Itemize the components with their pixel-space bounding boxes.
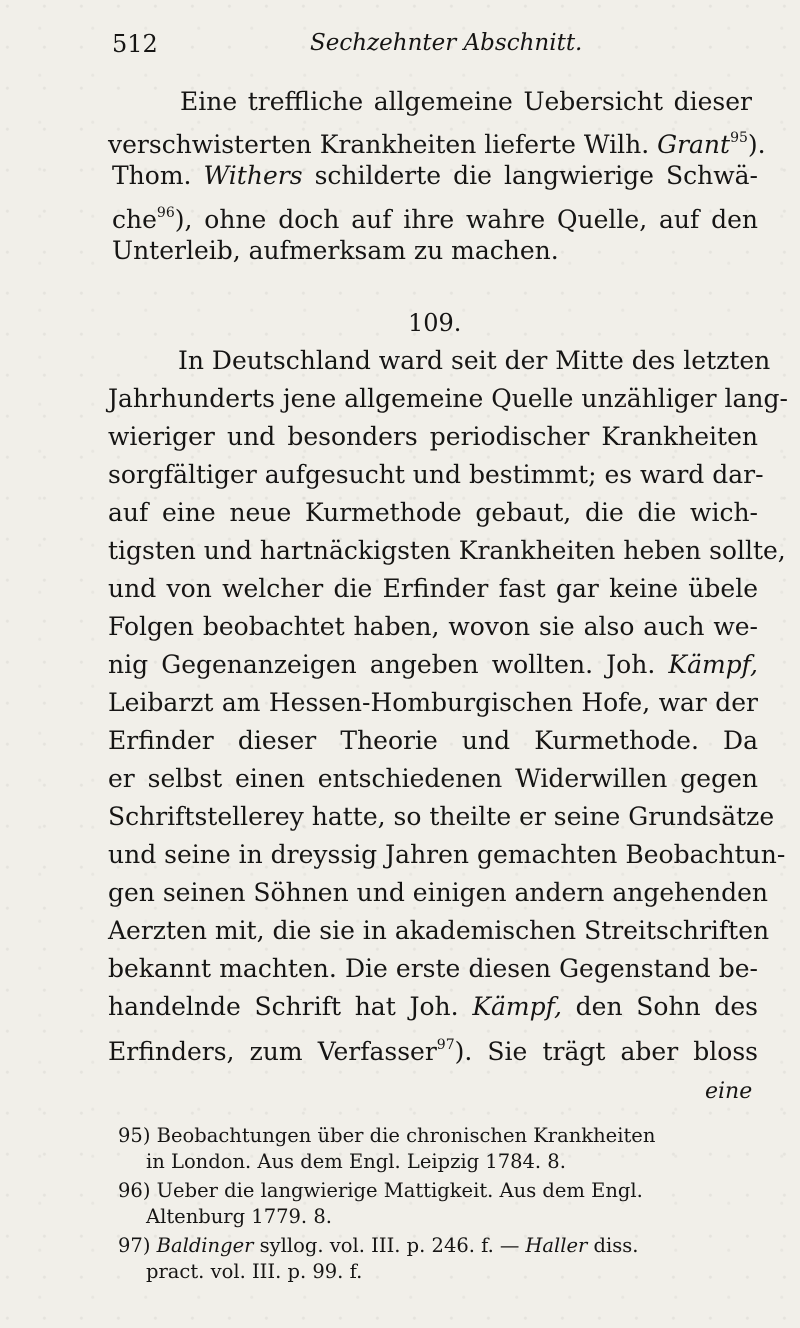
text-line: In Deutschland ward seit der Mitte des letzten [178,346,771,375]
text-line: Leibarzt am Hessen-Homburgischen Hofe, war der [108,688,758,717]
text-line: verschwisterten Krankheiten lieferte Wilh. Grant$^{95}$). [108,130,766,159]
text-line: Folgen beobachtet haben, wovon sie also auch we- [108,612,758,641]
text-line: und von welcher die Erfinder fast gar keine übele [108,574,758,603]
running-title: Sechzehnter Abschnitt. [310,30,583,56]
text-line: Erfinders, zum Verfasser$^{97}$). Sie trägt aber bloss [108,1037,758,1066]
text-line: handelnde Schrift hat Joh. Kämpf, den Sohn des [108,992,758,1021]
section-number: 109. [408,309,462,337]
footnote-96-continuation: Altenburg 1779. 8. [146,1205,332,1228]
text-line: gen seinen Söhnen und einigen andern angehenden [108,878,769,907]
text-line: nig Gegenanzeigen angeben wollten. Joh. Kämpf, [108,650,758,679]
text-line: Aerzten mit, die sie in akademischen Streitschriften [108,916,770,945]
text-line: che$^{96}$), ohne doch auf ihre wahre Quelle, auf den [112,205,758,234]
footnote-97: 97) Baldinger syllog. vol. III. p. 246. f. — Haller diss. [118,1234,639,1257]
text-line: Unterleib, aufmerksam zu machen. [112,236,559,265]
text-line: er selbst einen entschiedenen Widerwillen gegen [108,764,758,793]
footnote-96: 96) Ueber die langwierige Mattigkeit. Aus dem Engl. [118,1179,643,1202]
text-line: Jahrhunderts jene allgemeine Quelle unzähliger lang- [108,384,788,413]
footnote-95-continuation: in London. Aus dem Engl. Leipzig 1784. 8. [146,1150,566,1173]
footnote-97-continuation: pract. vol. III. p. 99. f. [146,1260,363,1283]
text-line: Schriftstellerey hatte, so theilte er seine Grundsätze [108,802,775,831]
text-line: Erfinder dieser Theorie und Kurmethode. Da [108,726,758,755]
text-line: Thom. Withers schilderte die langwierige Schwä- [112,161,758,190]
text-line: auf eine neue Kurmethode gebaut, die die wich- [108,498,758,527]
catchword: eine [705,1079,753,1104]
footnote-95: 95) Beobachtungen über die chronischen Krankheiten [118,1124,656,1147]
text-line: und seine in dreyssig Jahren gemachten Beobachtun- [108,840,786,869]
page-number: 512 [112,30,158,58]
text-line: Eine treffliche allgemeine Uebersicht dieser [180,87,752,116]
text-line: sorgfältiger aufgesucht und bestimmt; es ward dar- [108,460,764,489]
text-line: tigsten und hartnäckigsten Krankheiten heben sollte, [108,536,786,565]
text-line: wieriger und besonders periodischer Krankheiten [108,422,758,451]
text-line: bekannt machten. Die erste diesen Gegenstand be- [108,954,758,983]
